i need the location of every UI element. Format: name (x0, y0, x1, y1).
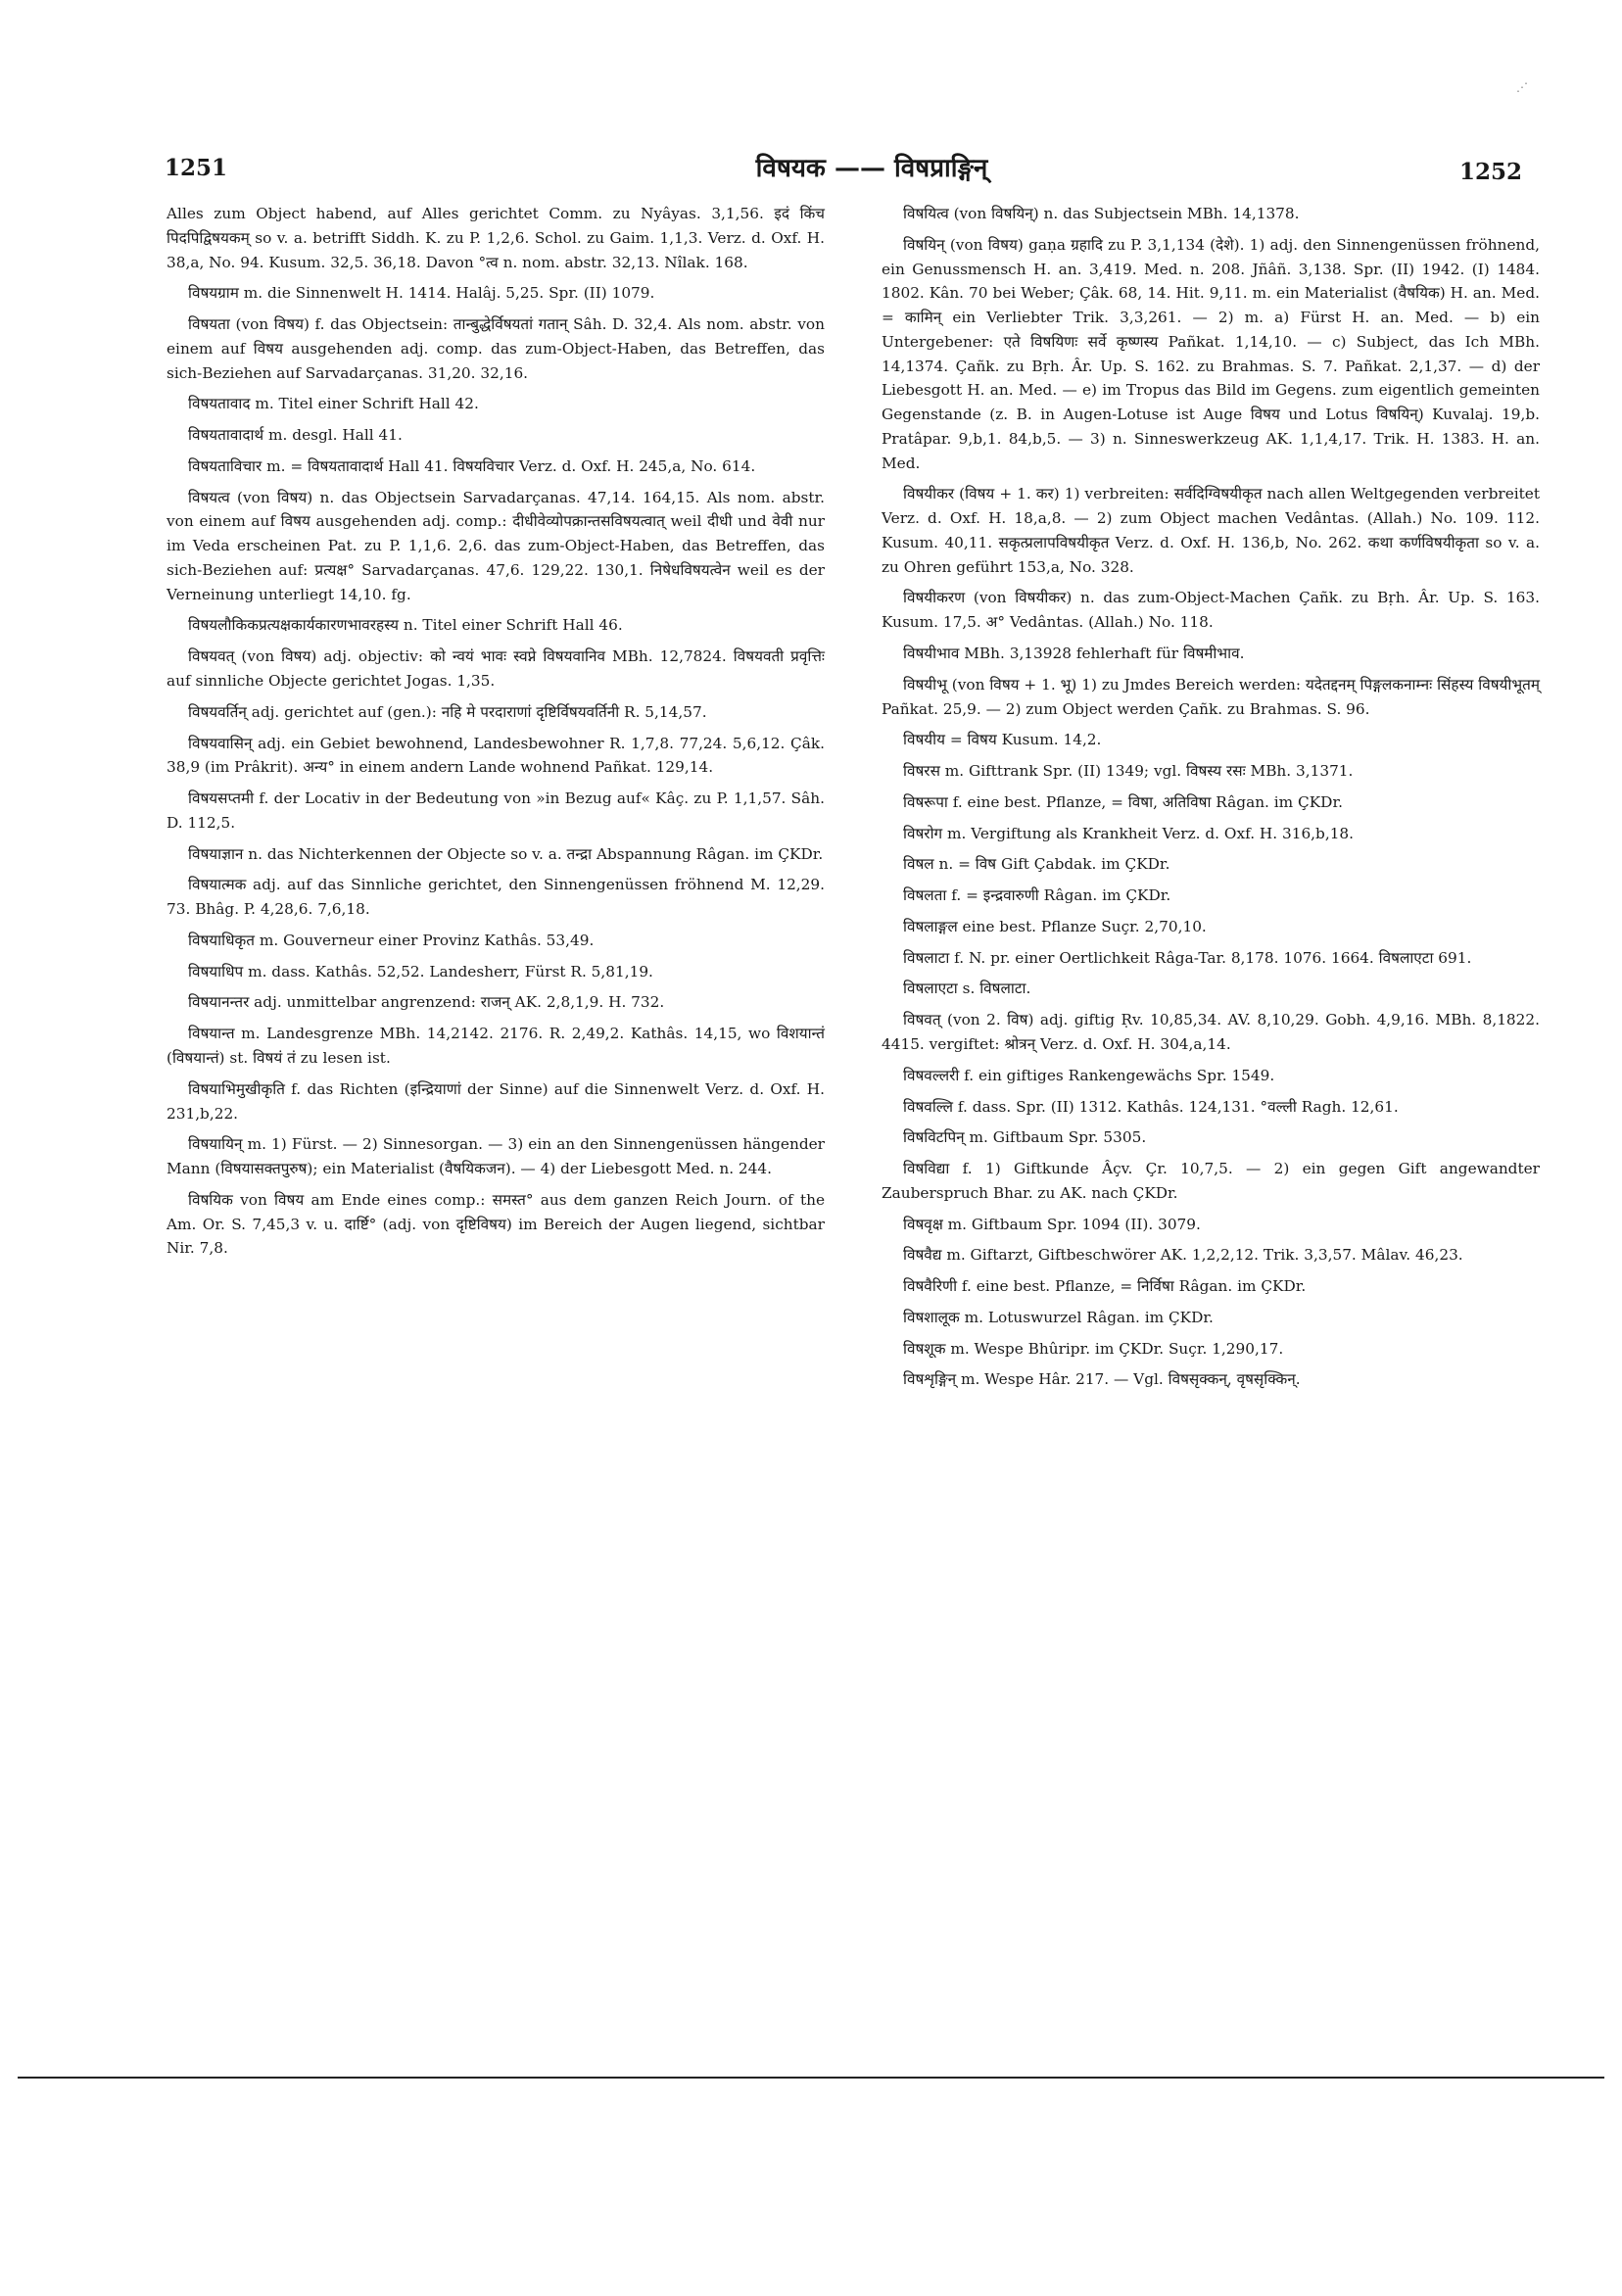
dictionary-entry: विषयित्व (von विषयिन्) n. das Subjectsein MBh. 14,1378. (903, 205, 1300, 222)
dictionary-entry: Alles zum Object habend, auf Alles gerichtet Comm. zu Nyâyas. 3,1,56. इदं किंच पिदपिद्विषयकम् so v. a. betrifft Siddh. K. zu P. 1,2,6. Schol. zu Gaim. 1,1,3. Verz. d. Oxf. H. 38,a, No. 94. Kusum. 32,5. 36,18. Davon °त्व n. nom. abstr. 32,13. Nîlak. 168. (167, 205, 825, 271)
dictionary-entry: विषयवासिन् adj. ein Gebiet bewohnend, Landesbewohner R. 1,7,8. 77,24. 5,6,12. Çâk. 38,9 (im Prâkrit). अन्य° in einem andern Lande wohnend Pañkat. 129,14. (167, 734, 825, 777)
dictionary-entry: विषयग्राम m. die Sinnenwelt H. 1414. Halâj. 5,25. Spr. (II) 1079. (188, 284, 655, 303)
dictionary-entry: विषविद्या f. 1) Giftkunde Âçv. Çr. 10,7,5. — 2) ein gegen Gift angewandter Zauberspruch Bhar. zu AK. nach ÇKDr. (882, 1160, 1540, 1202)
dictionary-entry: विषयत्व (von विषय) n. das Objectsein Sarvadarçanas. 47,14. 164,15. Als nom. abstr. von einem auf विषय ausgehenden adj. comp.: दीधीवेव्योपक्रान्तसविषयत्वात् weil दीधी und वेवी nur im Veda erscheinen Pat. zu P. 1,1,6. 2,6. das zum-Object-Haben, das Betreffen, das sich-Beziehen auf: प्रत्यक्ष° Sarvadarçanas. 47,6. 129,22. 130,1. निषेधविषयत्वेन weil es der Verneinung unterliegt 14,10. fg. (167, 488, 825, 603)
dictionary-entry: विषयिन् (von विषय) gaṇa ग्रहादि zu P. 3,1,134 (देशे). 1) adj. den Sinnengenüssen fröhnend, ein Genussmensch H. an. 3,419. Med. n. 208. Jñâñ. 3,138. Spr. (II) 1942. (I) 1484. 1802. Kân. 70 bei Weber; Çâk. 68, 14. Hit. 9,11. m. ein Materialist (वैषयिक) H. an. Med. = कामिन् ein Verliebter Trik. 3,3,261. — 2) m. a) Fürst H. an. Med. — b) ein Untergebener: एते विषयिणः सर्वे कृष्णस्य Pañkat. 1,14,10. — c) Subject, das Ich MBh. 14,1374. Çañk. zu Bṛh. Âr. Up. S. 162. zu Brahmas. S. 7. Pañkat. 2,1,37. — d) der Liebesgott H. an. Med. — e) im Tropus das Bild im Gegens. zum eigentlich gemeinten Gegenstande (z. B. in Augen-Lotuse ist Auge विषय und Lotus विषयिन्) Kuvalaj. 19,b. Pratâpar. 9,b,1. 84,b,5. — 3) n. Sinneswerkzeug AK. 1,1,4,17. Trik. H. 1383. H. an. Med. (882, 235, 1540, 472)
dictionary-entry: विषरूपा f. eine best. Pflanze, = विषा, अतिविषा Râgan. im ÇKDr. (903, 792, 1343, 811)
dictionary-entry: विषयानन्तर adj. unmittelbar angrenzend: राजन् AK. 2,8,1,9. H. 732. (188, 993, 665, 1012)
dictionary-entry: विषयीभू (von विषय + 1. भू) 1) zu Jmdes Bereich werden: यदेतद्दनम् पिङ्गलकनाम्नः सिंहस्य विषयीभूतम् Pañkat. 25,9. — 2) zum Object werden Çañk. zu Brahmas. S. 96. (882, 675, 1540, 718)
dictionary-entry: विषल n. = विष Gift Çabdak. im ÇKDr. (903, 855, 1170, 874)
right-page-number: 1252 (1459, 159, 1523, 185)
right-column (882, 202, 1540, 1399)
dictionary-entry: विषयीभाव MBh. 3,13928 fehlerhaft für विषमीभाव. (903, 645, 1245, 663)
dictionary-entry: विषलाएटा s. विषलाटा. (903, 980, 1031, 998)
dictionary-entry: विषरोग m. Vergiftung als Krankheit Verz. d. Oxf. H. 316,b,18. (903, 824, 1355, 842)
dictionary-entry: विषयाज्ञान n. das Nichterkennen der Objecte so v. a. तन्द्रा Abspannung Râgan. im ÇKDr. (188, 844, 824, 863)
dictionary-entry: विषयाधिप m. dass. Kathâs. 52,52. Landesherr, Fürst R. 5,81,19. (188, 962, 653, 981)
dictionary-entry: विषवल्लि f. dass. Spr. (II) 1312. Kathâs. 124,131. °वल्ली Ragh. 12,61. (903, 1097, 1399, 1116)
dictionary-entry: विषयात्मक adj. auf das Sinnliche gerichtet, den Sinnengenüssen fröhnend M. 12,29. 73. Bhâg. P. 4,28,6. 7,6,18. (167, 876, 825, 919)
bottom-rule (18, 2077, 1604, 2079)
dictionary-entry: विषशालूक m. Lotuswurzel Râgan. im ÇKDr. (903, 1308, 1214, 1326)
dictionary-entry: विषयलौकिकप्रत्यक्षकार्यकारणभावरहस्य n. Titel einer Schrift Hall 46. (188, 616, 623, 635)
dictionary-entry: विषयान्त m. Landesgrenze MBh. 14,2142. 2176. R. 2,49,2. Kathâs. 14,15, wo विशयान्तं (विषयान्तं) st. विषयं तं zu lesen ist. (167, 1025, 825, 1067)
dictionary-entry: विषवैद्य m. Giftarzt, Giftbeschwörer AK. 1,2,2,12. Trik. 3,3,57. Mâlav. 46,23. (903, 1246, 1463, 1265)
dictionary-entry: विषयीकरण (von विषयीकर) n. das zum-Object-Machen Çañk. zu Bṛh. Âr. Up. S. 163. Kusum. 17,5. अ° Vedântas. (Allah.) No. 118. (882, 589, 1540, 632)
dictionary-entry: विषयायिन् m. 1) Fürst. — 2) Sinnesorgan. — 3) ein an den Sinnengenüssen hängender Mann (विषयासक्तपुरुष); ein Materialist (वैषयिकजन). — 4) der Liebesgott Med. n. 244. (167, 1135, 825, 1178)
left-column (167, 202, 825, 1268)
corner-speck: ⋰ (1516, 80, 1528, 94)
dictionary-entry: विषयताविचार m. = विषयतावादार्थ Hall 41. विषयविचार Verz. d. Oxf. H. 245,a, No. 614. (188, 456, 756, 475)
left-page-number: 1251 (165, 155, 228, 181)
dictionary-entry: विषयाधिकृत m. Gouverneur einer Provinz Kathâs. 53,49. (188, 931, 595, 949)
dictionary-entry: विषविटपिन् m. Giftbaum Spr. 5305. (903, 1128, 1147, 1147)
dictionary-entry: विषवल्लरी f. ein giftiges Rankengewächs Spr. 1549. (903, 1066, 1275, 1084)
dictionary-entry: विषयिक von विषय am Ende eines comp.: समस्त° aus dem ganzen Reich Journ. of the Am. Or. S. 7,45,3 v. u. दार्ष्टि° (adj. von दृष्टिविषय) im Bereich der Augen liegend, sichtbar Nir. 7,8. (167, 1190, 825, 1258)
dictionary-entry: विषयीय = विषय Kusum. 14,2. (903, 731, 1102, 749)
dictionary-entry: विषयतावाद m. Titel einer Schrift Hall 42. (188, 395, 479, 413)
dictionary-entry: विषयाभिमुखीकृति f. das Richten (इन्द्रियाणां der Sinne) auf die Sinnenwelt Verz. d. Oxf. H. 231,b,22. (167, 1079, 825, 1123)
running-title: विषयक —— विषप्राङ्गिन् (755, 154, 988, 183)
dictionary-entry: विषशूक m. Wespe Bhûripr. im ÇKDr. Suçr. 1,290,17. (903, 1339, 1284, 1358)
dictionary-entry: विषशृङ्गिन् m. Wespe Hâr. 217. — Vgl. विषसृक्कन्, वृषसृक्किन्. (903, 1370, 1301, 1389)
dictionary-entry: विषयतावादार्थ m. desgl. Hall 41. (188, 426, 403, 445)
dictionary-entry: विषलता f. = इन्द्रवारुणी Râgan. im ÇKDr. (903, 886, 1171, 905)
dictionary-entry: विषयीकर (विषय + 1. कर) 1) verbreiten: सर्वदिग्विषयीकृत nach allen Weltgegenden verbreitet Verz. d. Oxf. H. 18,a,8. — 2) zum Object machen Vedântas. (Allah.) No. 109. 112. Kusum. 40,11. सकृत्प्रलापविषयीकृत Verz. d. Oxf. H. 136,b, No. 262. कथा कर्णविषयीकृता so v. a. zu Ohren geführt 153,a, No. 328. (882, 485, 1540, 576)
page-header (0, 147, 1622, 186)
dictionary-entry: विषवत् (von 2. विष) adj. giftig Ṛv. 10,85,34. AV. 8,10,29. Gobh. 4,9,16. MBh. 8,1822. 4415. vergiftet: श्रोत्रन् Verz. d. Oxf. H. 304,a,14. (882, 1011, 1540, 1053)
dictionary-entry: विषलाटा f. N. pr. einer Oertlichkeit Râga-Tar. 8,178. 1076. 1664. विषलाएटा 691. (903, 948, 1472, 967)
dictionary-entry: विषवृक्ष m. Giftbaum Spr. 1094 (II). 3079. (903, 1215, 1201, 1233)
dictionary-entry: विषरस m. Gifttrank Spr. (II) 1349; vgl. विषस्य रसः MBh. 3,1371. (903, 762, 1354, 781)
dictionary-entry: विषयता (von विषय) f. das Objectsein: तान्बुद्धेर्विषयतां गतान् Sâh. D. 32,4. Als nom. abstr. von einem auf विषय ausgehenden adj. comp. das zum-Object-Haben, das Betreffen, das sich-Beziehen auf Sarvadarçanas. 31,20. 32,16. (167, 315, 825, 382)
dictionary-entry: विषयवर्तिन् adj. gerichtet auf (gen.): नहि मे परदाराणां दृष्टिर्विषयवर्तिनी R. 5,14,57. (188, 702, 707, 721)
dictionary-entry: विषलाङ्गल eine best. Pflanze Suçr. 2,70,10. (903, 917, 1207, 935)
dictionary-entry: विषवैरिणी f. eine best. Pflanze, = निर्विषा Râgan. im ÇKDr. (903, 1277, 1307, 1296)
dictionary-entry: विषयवत् (von विषय) adj. objectiv: को न्वयं भावः स्वप्ने विषयवानिव MBh. 12,7824. विषयवती प्रवृत्तिः auf sinnliche Objecte gerichtet Jogas. 1,35. (167, 647, 825, 691)
dictionary-entry: विषयसप्तमी f. der Locativ in der Bedeutung von »in Bezug auf« Kâç. zu P. 1,1,57. Sâh. D. 112,5. (167, 789, 825, 832)
